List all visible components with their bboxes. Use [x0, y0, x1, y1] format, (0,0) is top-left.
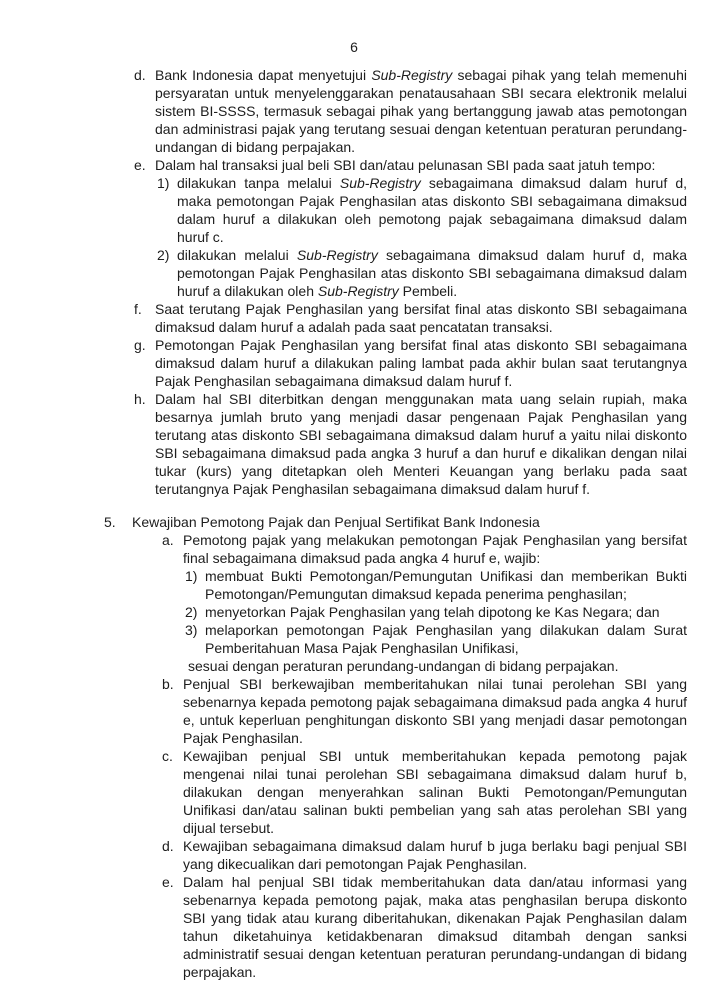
list-item-text	[183, 873, 687, 981]
list-item-text	[155, 156, 687, 174]
lettered-list	[134, 66, 687, 498]
italic-text-run: Sub-Registry	[339, 175, 421, 191]
list-item-text	[183, 837, 687, 873]
subitem-1	[157, 174, 687, 246]
italic-text-run: Sub-Registry	[317, 283, 399, 299]
item-d	[162, 837, 687, 873]
subitem-3	[185, 621, 687, 657]
item-f	[134, 300, 687, 336]
text-run: Dalam hal penjual SBI tidak memberitahukan data dan/atau informasi yang sebenarnya kepada pemotong pajak, maka atas penghasilan berupa diskonto SBI yang tidak atau kurang diberitahukan, dikenakan Pajak Penghasilan dalam tahun diketahuinya ketidakbenaran dimaksud ditambah dengan sanksi administratif sesuai dengan ketentuan peraturan perundang-undangan di bidang perpajakan.	[183, 874, 687, 980]
list-item-text	[183, 747, 687, 837]
document-body	[104, 66, 687, 981]
text-run: Bank Indonesia dapat menyetujui	[155, 67, 372, 83]
text-run: Pemotongan Pajak Penghasilan yang bersifat final atas diskonto SBI sebagaimana dimaksud dalam huruf a dilakukan paling lambat pada akhir bulan saat terutangnya Pajak Penghasilan sebagaimana dimaksud dalam huruf f.	[155, 337, 687, 389]
list-item-text	[205, 621, 687, 657]
section-number: 5.	[104, 514, 116, 530]
item-h	[134, 390, 687, 498]
list-marker: e.	[134, 157, 146, 173]
item-d	[134, 66, 687, 156]
text-run: Pemotong pajak yang melakukan pemotongan Pajak Penghasilan yang bersifat final sebagaimana dimaksud pada angka 4 huruf e, wajib:	[183, 532, 687, 566]
list-item-text	[177, 246, 687, 300]
item-e	[134, 156, 687, 300]
list-item-text	[155, 390, 687, 498]
list-item-text	[155, 300, 687, 336]
list-marker: d.	[134, 67, 146, 83]
list-marker: h.	[134, 391, 146, 407]
list-marker: a.	[162, 532, 174, 548]
list-marker: c.	[162, 748, 173, 764]
text-run: Penjual SBI berkewajiban memberitahukan nilai tunai perolehan SBI yang sebenarnya kepada pemotong pajak sebagaimana dimaksud pada angka 4 huruf e, untuk keperluan penghitungan diskonto SBI yang menjadi dasar pemotongan Pajak Penghasilan.	[183, 676, 687, 746]
text-run: sebagai pihak yang telah memenuhi persyaratan untuk menyelenggarakan penatausahaan SBI secara elektronik melalui sistem BI-SSSS, termasuk sebagai pihak yang bertanggung jawab atas pemotongan dan administrasi pajak yang terutang sesuai dengan ketentuan peraturan perundang-undangan di bidang perpajakan.	[155, 67, 687, 155]
list-marker: b.	[162, 676, 174, 692]
numbered-section-5	[104, 513, 687, 981]
text-run: dilakukan melalui	[177, 247, 297, 263]
text-run: Kewajiban sebagaimana dimaksud dalam huruf b juga berlaku bagi penjual SBI yang dikecualikan dari pemotongan Pajak Penghasilan.	[183, 838, 687, 872]
list-marker: 3)	[185, 622, 198, 638]
list-marker: 2)	[185, 604, 198, 620]
item-e	[162, 873, 687, 981]
list-marker: 2)	[157, 247, 170, 263]
numbered-sublist	[185, 567, 687, 657]
subitem-2	[185, 603, 687, 621]
numbered-sublist	[157, 174, 687, 300]
lettered-list	[162, 531, 687, 981]
continuation-text: sesuai dengan peraturan perundang-undangan di bidang perpajakan.	[188, 658, 619, 674]
list-item-text	[205, 603, 687, 621]
list-marker: 1)	[185, 568, 198, 584]
text-run: melaporkan pemotongan Pajak Penghasilan yang dilakukan dalam Surat Pemberitahuan Masa Pajak Penghasilan Unifikasi,	[205, 622, 687, 656]
text-run: Pembeli.	[398, 283, 458, 299]
item-c	[162, 747, 687, 837]
text-run: Kewajiban penjual SBI untuk memberitahukan kepada pemotong pajak mengenai nilai tunai perolehan SBI sebagaimana dimaksud dalam huruf b, dilakukan dengan menyerahkan salinan Bukti Pemotongan/Pemungutan Unifikasi dan/atau salinan bukti pembelian yang sah atas perolehan SBI yang dijual tersebut.	[183, 748, 687, 836]
item-g	[134, 336, 687, 390]
list-marker: g.	[134, 337, 146, 353]
item-b	[162, 675, 687, 747]
text-run: Dalam hal SBI diterbitkan dengan menggunakan mata uang selain rupiah, maka besarnya jumlah bruto yang menjadi dasar pengenaan Pajak Penghasilan yang terutang atas diskonto SBI sebagaimana dimaksud dalam huruf a yaitu nilai diskonto SBI sebagaimana dimaksud pada angka 3 huruf a dan huruf e dikalikan dengan nilai tukar (kurs) yang ditetapkan oleh Menteri Keuangan yang berlaku pada saat terutangnya Pajak Penghasilan sebagaimana dimaksud dalam huruf f.	[155, 391, 687, 497]
list-item-text	[205, 567, 687, 603]
text-run: Saat terutang Pajak Penghasilan yang bersifat final atas diskonto SBI sebagaimana dimaksud dalam huruf a adalah pada saat pencatatan transaksi.	[155, 301, 687, 335]
list-item-text	[183, 531, 687, 567]
list-item-text	[183, 675, 687, 747]
text-run: sebagaimana dimaksud dalam huruf d, maka pemotongan Pajak Penghasilan atas diskonto SBI sebagaimana dimaksud dalam huruf a dilakukan oleh pemotong pajak sebagaimana dimaksud dalam huruf c.	[177, 175, 687, 245]
text-run: dilakukan tanpa melalui	[177, 175, 340, 191]
text-run: menyetorkan Pajak Penghasilan yang telah dipotong ke Kas Negara; dan	[205, 604, 660, 620]
list-item-text	[177, 174, 687, 246]
list-marker: f.	[134, 301, 142, 317]
list-marker: d.	[162, 838, 174, 854]
page-number: 6	[350, 39, 358, 55]
subitem-1	[185, 567, 687, 603]
section-heading: Kewajiban Pemotong Pajak dan Penjual Sertifikat Bank Indonesia	[132, 514, 540, 530]
list-marker: e.	[162, 874, 174, 890]
text-run: sebagaimana dimaksud dalam huruf d, maka pemotongan Pajak Penghasilan atas diskonto SBI sebagaimana dimaksud dalam huruf a dilakukan oleh	[177, 247, 687, 299]
text-run: membuat Bukti Pemotongan/Pemungutan Unifikasi dan memberikan Bukti Pemotongan/Pemungutan dimaksud kepada penerima penghasilan;	[205, 568, 687, 602]
subitem-2	[157, 246, 687, 300]
list-item-text	[155, 336, 687, 390]
list-marker: 1)	[157, 175, 170, 191]
text-run: Dalam hal transaksi jual beli SBI dan/atau pelunasan SBI pada saat jatuh tempo:	[155, 157, 656, 173]
italic-text-run: Sub-Registry	[296, 247, 378, 263]
item-a	[162, 531, 687, 675]
list-item-text	[155, 66, 687, 156]
italic-text-run: Sub-Registry	[371, 67, 453, 83]
